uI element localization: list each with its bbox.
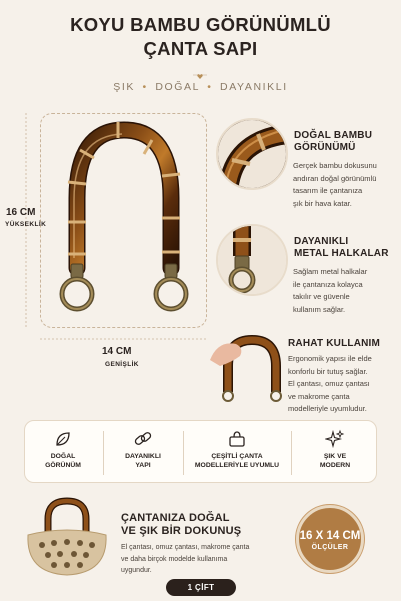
badge-label: ÖLÇÜLER [311,544,349,551]
icon-cell-compatible-line2: MODELLERİYLE UYUMLU [194,462,280,469]
subtitle-dot: • [142,81,148,93]
width-label: GENİŞLİK [105,361,139,368]
metal-ring-closeup-graphic [218,226,288,296]
dimensions-badge [296,505,364,573]
icon-cell-natural-line2: GÖRÜNÜM [45,462,81,469]
hand-holding-handle-image [206,332,282,402]
subtitle [0,81,401,93]
icon-cell-modern-line1: ŞIK VE [323,453,347,460]
bottom-text [121,542,249,577]
feature-3-text-line: El çantası, omuz çantası [288,379,370,388]
width-value: 14 CM [102,346,132,357]
bottom-text-line: ve daha birçok modelde kullanıma [121,555,228,563]
feature-icon-bar [24,420,377,483]
feature-2-title-line2: METAL HALKALAR [294,248,389,259]
feature-3-text-line: Ergonomik yapısı ile elde [288,354,372,363]
page-title-line1: KOYU BAMBU GÖRÜNÜMLÜ [70,14,331,35]
feature-1-text-line: şık bir hava katar. [293,198,352,208]
feature-2-text-line: ile çantanıza kolayca [293,279,363,289]
icon-cell-natural [25,421,101,484]
feature-1-text-line: Gerçek bambu dokusunu [293,161,377,170]
icon-cell-natural-line1: DOĞAL [50,453,76,460]
heart-icon [193,70,207,80]
subtitle-word-3: DAYANIKLI [220,81,288,93]
feature-2-text-line: Sağlam metal halkalar [293,267,368,276]
divider [183,431,184,475]
feature-3-text [288,353,372,416]
metal-ring-closeup-image [216,224,288,296]
icon-cell-modern [293,421,377,484]
feature-1-text [293,160,377,210]
sparkle-icon [325,429,345,449]
feature-3-text-line: ve makrome çanta [288,391,350,401]
feature-1-title-line2: GÖRÜNÜMÜ [294,142,356,153]
icon-cell-compatible [185,421,289,484]
feature-2-text-line: takılır ve güvenle [293,292,350,301]
page-title-line2: ÇANTA SAPI [143,38,258,59]
feature-3-text-line: modelleriyle uyumludur. [288,404,367,413]
bottom-title-line1: ÇANTANIZA DOĞAL [121,512,230,524]
feature-1-text-line: tasarım ile çantanıza [293,186,363,195]
subtitle-word-2: DOĞAL [155,81,200,93]
feature-3-title: RAHAT KULLANIM [288,338,381,349]
feature-2-title-line1: DAYANIKLI [294,236,349,247]
icon-cell-durable-line1: DAYANIKLI [125,453,161,460]
bottom-text-line: uygundur. [121,567,152,574]
chain-link-icon [133,429,153,449]
feature-3-text-line: konforlu bir tutuş sağlar. [288,366,368,376]
bamboo-handle-image [44,118,204,323]
macrame-bag-image [22,495,112,577]
bamboo-closeup-graphic [218,120,288,190]
divider [103,431,104,475]
leaf-icon [53,429,73,449]
height-label: YÜKSEKLİK [5,221,47,228]
height-value: 16 CM [6,207,36,218]
quantity-pill: 1 ÇİFT [166,579,236,596]
bamboo-closeup-image [216,118,288,190]
width-dimension-line [40,334,207,344]
feature-1-text-line: andıran doğal görünümlü [293,173,377,183]
icon-cell-durable-line2: YAPI [135,462,151,469]
feature-2-text-line: kullanım sağlar. [293,304,346,314]
bottom-title-line2: VE ŞIK BİR DOKUNUŞ [121,525,242,537]
icon-cell-modern-line2: MODERN [319,462,351,469]
bottom-text-line: El çantası, omuz çantası, makrome çanta [121,544,250,551]
feature-2-text [293,266,367,316]
badge-value: 16 X 14 CM [299,530,361,542]
feature-1-title-line1: DOĞAL BAMBU [294,130,373,141]
icon-cell-durable [105,421,181,484]
subtitle-word-1: ŞIK [113,81,135,93]
icon-cell-compatible-line1: ÇEŞİTLİ ÇANTA [211,453,263,460]
subtitle-dot: • [207,81,213,93]
divider [291,431,292,475]
handbag-icon [227,429,247,449]
